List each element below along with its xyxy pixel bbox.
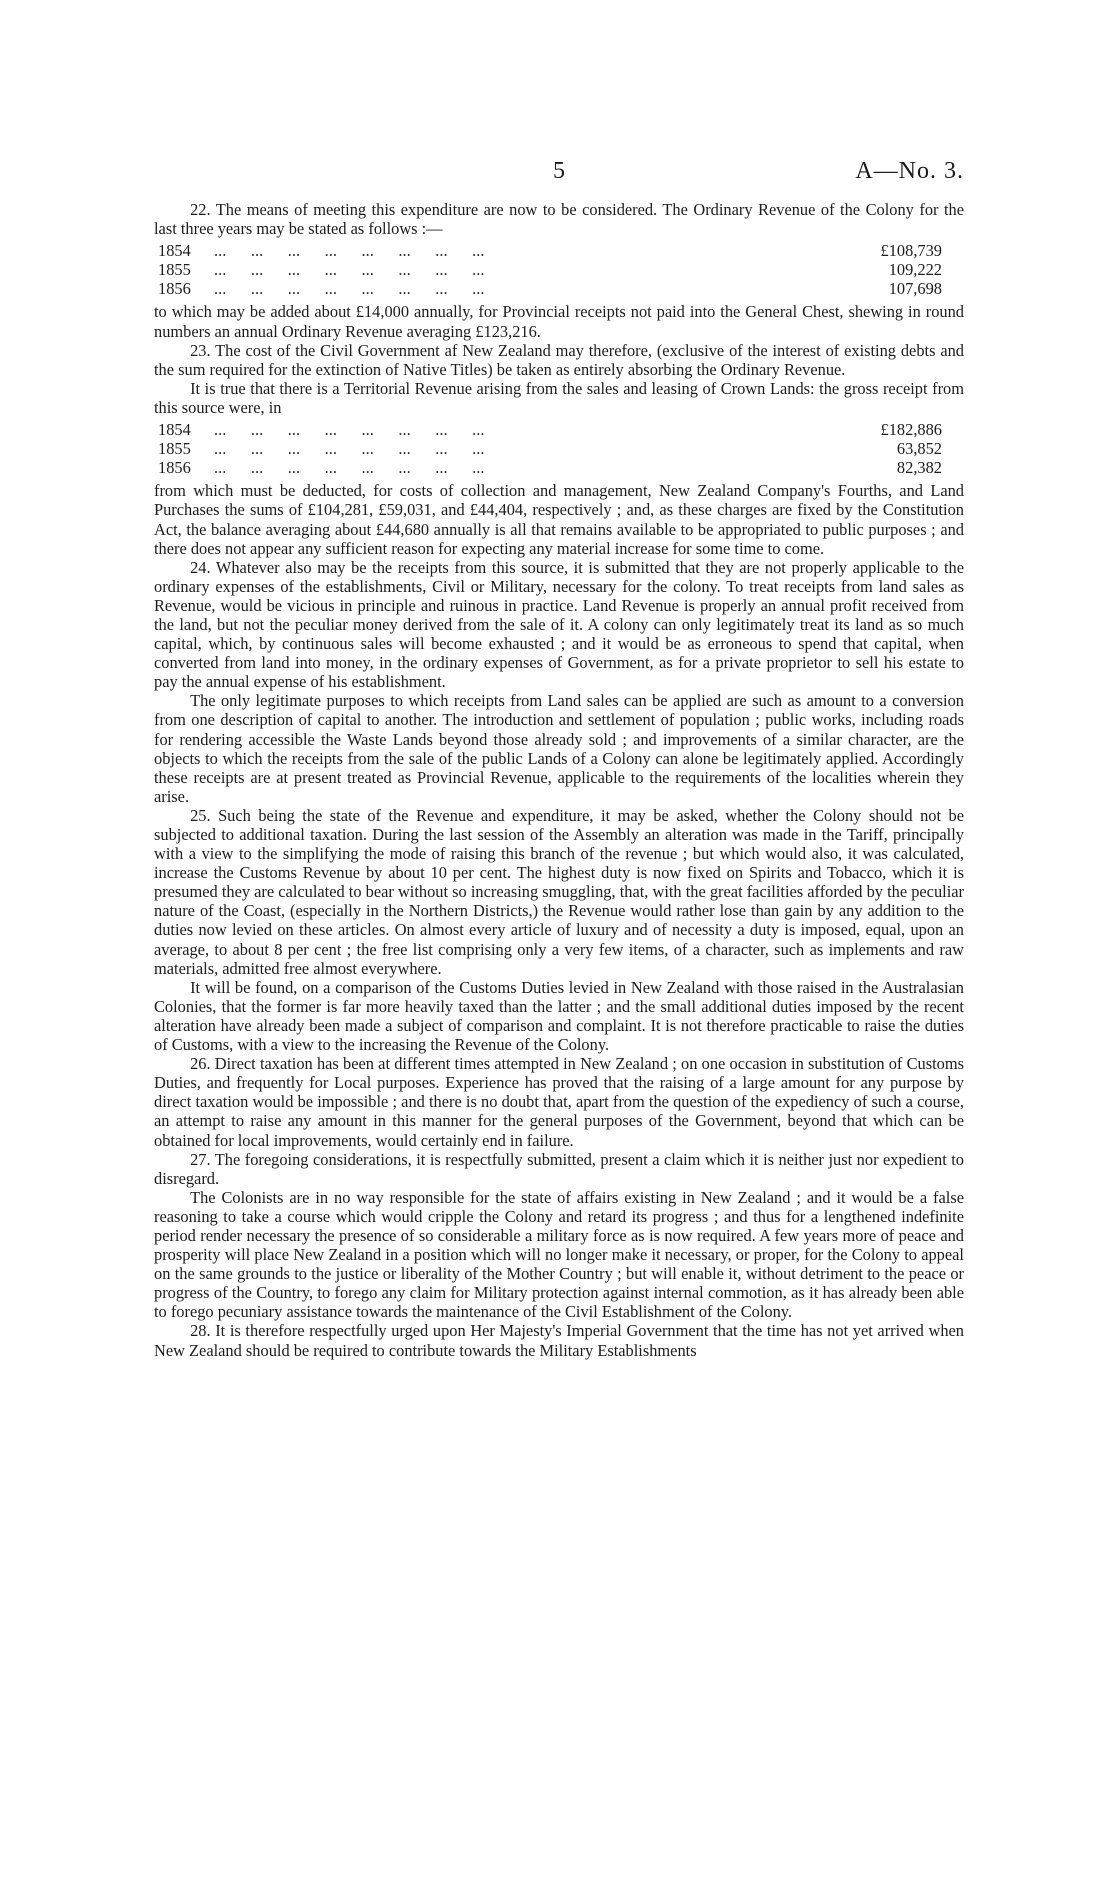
year-cell: 1854 [158,241,191,261]
year-cell: 1855 [158,260,191,280]
paragraph-28: 28. It is therefore respectfully urged upon Her Majesty's Imperial Government that the time has not yet arrived when New Zealand should be required to contribute towards the Military Establishments [154,1321,964,1360]
leader-dots: ... ... ... ... ... ... ... ... [214,260,485,280]
page-header [154,150,964,200]
amount-cell: 109,222 [888,260,942,280]
paragraph-23-continued: from which must be deducted, for costs of collection and management, New Zealand Company's Fourths, and Land Purchases the sums of £104,281, £59,031, and £44,404, respectively ; and, as these charges are fixed by the Constitution Act, the balance averaging about £44,680 annually is all that remains available to be appropriated to public purposes ; and there does not appear any sufficient reason for expecting any material increase for some time to come. [154,481,964,558]
paragraph-24-legitimate-purposes: The only legitimate purposes to which receipts from Land sales can be applied are such as amount to a conversion from one description of capital to another. The introduction and settlement of population ; public works, including roads for rendering accessible the Waste Lands beyond those already sold ; and improvements of a similar character, are the objects to which the receipts from the sale of the public Lands of a Colony can alone be legitimately applied. Accordingly these receipts are at present treated as Provincial Revenue, applicable to the requirements of the localities wherein they arise. [154,691,964,806]
table-row [158,279,964,298]
paragraph-25-customs-comparison: It will be found, on a comparison of the Customs Duties levied in New Zealand with those raised in the Australasian Colonies, that the former is far more heavily taxed than the latter ; and the small additional duties imposed by the recent alteration have already been made a subject of comparison and complaint. It is not therefore practicable to raise the duties of Customs, with a view to the increasing the Revenue of the Colony. [154,977,964,1055]
territorial-revenue-table [154,420,964,477]
paragraph-23-territorial: It is true that there is a Territorial Revenue arising from the sales and leasing of Crown Lands: the gross receipt from this source were, in [154,378,964,417]
document-reference: A—No. 3. [855,158,964,184]
table-row [158,260,964,279]
paragraph-23: 23. The cost of the Civil Government af New Zealand may therefore, (exclusive of the interest of existing debts and the sum required for the extinction of Native Titles) be taken as entirely absorbing the Ordinary Revenue. [154,340,964,379]
paragraph-27-colonists: The Colonists are in no way responsible for the state of affairs existing in New Zealand ; and it would be a false reasoning to take a course which would cripple the Colony and retard its progress ; and thus for a lengthened indefinite period render necessary the presence of so considerable a military force as is now required. A few years more of peace and prosperity will place New Zealand in a position which will no longer make it necessary, or proper, for the Colony to appeal on the same grounds to the justice or liberality of the Mother Country ; but will enable it, without detriment to the peace or progress of the Country, to forego any claim for Military protection against internal commotion, as it has already been able to forego pecuniary assistance towards the maintenance of the Civil Establishment of the Colony. [154,1187,964,1322]
paragraph-27: 27. The foregoing considerations, it is respectfully submitted, present a claim which it is neither just nor expedient to disregard. [154,1149,964,1188]
year-cell: 1854 [158,420,191,440]
year-cell: 1855 [158,439,191,459]
paragraph-26: 26. Direct taxation has been at different times attempted in New Zealand ; on one occasion in substitution of Customs Duties, and frequently for Local purposes. Experience has proved that the raising of a large amount for any purpose by direct taxation would be impossible ; and there is no doubt that, apart from the question of the expediency of such a course, an attempt to raise any amount in this manner for the general purposes of the Government, beyond that which can be obtained for local improvements, would certainly end in failure. [154,1054,964,1150]
leader-dots: ... ... ... ... ... ... ... ... [214,241,485,261]
table-row [158,420,964,439]
paragraph-24: 24. Whatever also may be the receipts from this source, it is submitted that they are not properly applicable to the ordinary expenses of the establishments, Civil or Military, necessary for the colony. To treat receipts from land sales as Revenue, would be vicious in principle and ruinous in practice. Land Revenue is properly an annual profit received from the land, but not the peculiar money derived from the sale of it. A colony can only legitimately treat its land as so much capital, which, by continuous sales will become exhausted ; and it would be as erroneous to spend that capital, when converted from land into money, in the ordinary expenses of Government, as for a private proprietor to sell his estate to pay the annual expense of his establishment. [154,557,964,692]
ordinary-revenue-table [154,241,964,298]
paragraph-22: 22. The means of meeting this expenditure are now to be considered. The Ordinary Revenue of the Colony for the last three years may be stated as follows :— [154,200,964,239]
page-number: 5 [553,158,565,184]
leader-dots: ... ... ... ... ... ... ... ... [214,420,485,440]
year-cell: 1856 [158,458,191,478]
paragraph-22-continued: to which may be added about £14,000 annually, for Provincial receipts not paid into the General Chest, shewing in round numbers an annual Ordinary Revenue averaging £123,216. [154,302,964,341]
amount-cell: 82,382 [896,458,942,478]
amount-cell: £108,739 [880,241,942,261]
document-page [154,150,964,1360]
leader-dots: ... ... ... ... ... ... ... ... [214,458,485,478]
table-row [158,439,964,458]
leader-dots: ... ... ... ... ... ... ... ... [214,279,485,299]
amount-cell: £182,886 [880,420,942,440]
year-cell: 1856 [158,279,191,299]
table-row [158,458,964,477]
leader-dots: ... ... ... ... ... ... ... ... [214,439,485,459]
table-row [158,241,964,260]
amount-cell: 63,852 [896,439,942,459]
paragraph-25: 25. Such being the state of the Revenue and expenditure, it may be asked, whether the Colony should not be subjected to additional taxation. During the last session of the Assembly an alteration was made in the Tariff, principally with a view to the simplifying the mode of raising this branch of the revenue ; but which would also, it was calculated, increase the Customs Revenue by about 10 per cent. The highest duty is now fixed on Spirits and Tobacco, which it is presumed they are calculated to bear without so increasing smuggling, that, with the great facilities afforded by the peculiar nature of the Coast, (especially in the Northern Districts,) the Revenue would rather lose than gain by any addition to the duties now levied on these articles. On almost every article of luxury and of necessity a duty is imposed, equal, upon an average, to about 8 per cent ; the free list comprising only a very few items, of a character, such as implements and raw materials, admitted free almost everywhere. [154,805,964,978]
amount-cell: 107,698 [888,279,942,299]
